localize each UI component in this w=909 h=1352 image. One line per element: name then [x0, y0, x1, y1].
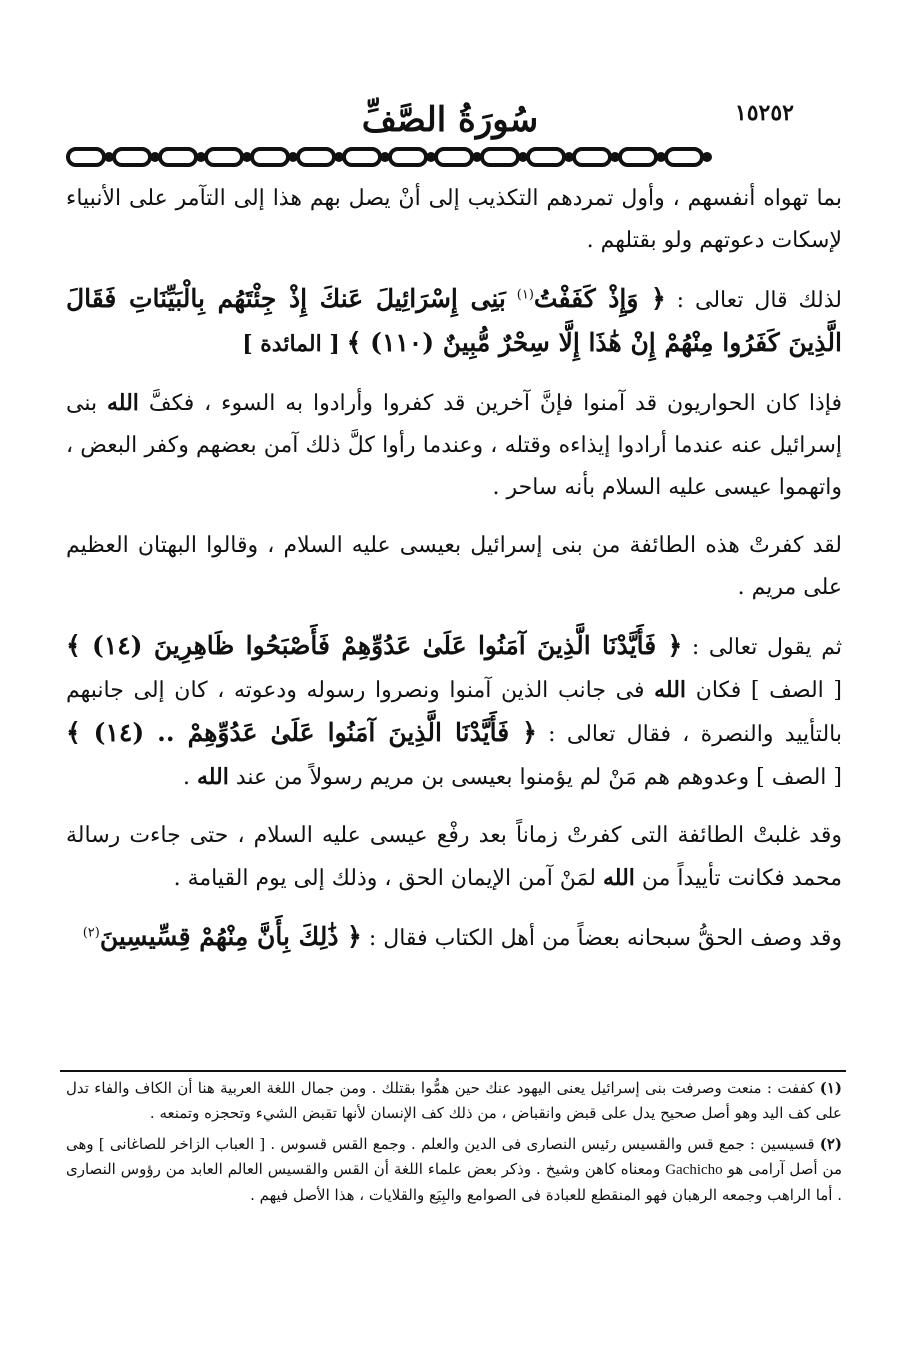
paragraph-text: وقد وصف الحقُّ سبحانه بعضاً من أهل الكتاب فقال :: [368, 926, 842, 951]
chain-dot: [704, 154, 710, 160]
surah-title: سُورَةُ الصَّفِّ: [361, 100, 539, 140]
chain-dot: [290, 154, 296, 160]
page-number: ١٥٢٥٢: [729, 100, 800, 126]
chain-link: [620, 149, 656, 165]
chain-dot: [198, 154, 204, 160]
paragraph-4: [66, 525, 842, 609]
quran-verse: ﴿ فَأَيَّدْنَا الَّذِينَ آمَنُوا عَلَىٰ عَدُوِّهِمْ فَأَصْبَحُوا ظَاهِرِينَ (١٤) ﴾: [66, 631, 683, 660]
divine-name: الله: [654, 677, 687, 703]
paragraph-6: [66, 815, 842, 900]
paragraph-2: [66, 278, 842, 366]
chain-dot: [428, 154, 434, 160]
chain-link: [68, 149, 104, 165]
chain-link: [482, 149, 518, 165]
chain-dot: [106, 154, 112, 160]
chain-dot: [244, 154, 250, 160]
paragraph-7: [66, 916, 842, 960]
footnote-text-continued: ومعناه كاهن وشيخ . وذكر بعض علماء اللغة أن القس والقسيس العالم العابد من رؤوس النصارى . أما الراهب وجمعه الرهبان فهو المنقطع للعبادة فى الصوامع والبِيَع والقلايات ، هذا الأصل فيهم .: [66, 1160, 842, 1204]
divine-name: الله: [196, 764, 229, 790]
chain-link: [390, 149, 426, 165]
paragraph-text: فكان: [695, 678, 742, 703]
footnote-number: (١): [819, 1079, 842, 1097]
intro-text: لذلك قال تعالى :: [676, 288, 843, 313]
full-stop: .: [182, 765, 190, 790]
chain-link: [436, 149, 472, 165]
footnotes: [66, 1076, 842, 1214]
chain-link: [574, 149, 610, 165]
chain-dot: [658, 154, 664, 160]
paragraph-text-continued: لمَنْ آمن الإيمان الحق ، وذلك إلى يوم القيامة .: [173, 866, 596, 891]
footnote-marker: (٢): [82, 925, 100, 941]
intro-text: ثم يقول تعالى :: [691, 635, 842, 660]
quran-verse-second: ﴿ فَأَيَّدْنَا الَّذِينَ آمَنُوا عَلَىٰ عَدُوِّهِمْ .. (١٤) ﴾: [66, 718, 537, 747]
chain-dot: [382, 154, 388, 160]
chain-dot: [152, 154, 158, 160]
paragraph-text: فإذا كان الحواريون قد آمنوا فإنَّ آخرين قد كفروا وأرادوا به السوء ، فكفَّ: [148, 391, 843, 416]
divine-name: الله: [602, 865, 635, 891]
chain-dot: [474, 154, 480, 160]
chain-link: [160, 149, 196, 165]
footnote-2: [66, 1132, 842, 1208]
verse-reference: [ الصف ]: [750, 678, 842, 703]
footnote-marker: (١): [516, 287, 534, 303]
chain-dot: [612, 154, 618, 160]
verse-reference: [ المائدة ]: [242, 331, 340, 357]
paragraph-text: وقد غلبتْ الطائفة التى كفرتْ زماناً بعد رفْع عيسى عليه السلام ، حتى جاءت رسالة محمد فكانت تأييداً من: [66, 823, 842, 891]
paragraph-1: [66, 178, 842, 262]
chain-link: [206, 149, 242, 165]
paragraph-text: لقد كفرتْ هذه الطائفة من بنى إسرائيل بعيسى عليه السلام ، وقالوا البهتان العظيم على مريم .: [66, 533, 842, 600]
latin-term: Gachicho: [665, 1162, 723, 1178]
paragraph-3: [66, 382, 842, 509]
footnote-text: كففت : منعت وصرفت بنى إسرائيل يعنى اليهود عنك حين همُّوا بقتلك . ومن جمال اللغة العربية هنا أن الكاف والفاء تدل على كف اليد وهو أصل صحيح يدل على قبض وانقباض ، من ذلك كف الإنسان لأنها تقبض الشيء وتحجزه وتمنعه .: [66, 1079, 842, 1122]
quran-verse-continued: بَنِى إِسْرَائِيلَ عَنكَ إِذْ جِئْتَهُم بِالْبَيِّنَاتِ فَقَالَ الَّذِينَ كَفَرُوا مِنْهُمْ إِنْ هَٰذَا إِلَّا سِحْرٌ مُّبِينٌ (١١٠) ﴾: [66, 284, 842, 357]
footnote-number: (٢): [819, 1135, 842, 1153]
paragraph-5: [66, 625, 842, 799]
chain-link: [114, 149, 150, 165]
footnote-1: [66, 1076, 842, 1126]
quran-verse: ﴿ وَإِذْ كَفَفْتُ: [533, 284, 666, 313]
paragraph-text-continued: فى جانب الذين آمنوا ونصروا رسوله ودعوته ، كان إلى جانبهم بالتأييد والنصرة ، فقال تعالى :: [66, 678, 842, 747]
main-text: [66, 178, 842, 976]
chain-dot: [566, 154, 572, 160]
chain-link: [344, 149, 380, 165]
chain-dot: [520, 154, 526, 160]
chain-link: [666, 149, 702, 165]
page-header: [60, 100, 840, 170]
chain-dot: [336, 154, 342, 160]
ornamental-border: [60, 144, 840, 170]
paragraph-text-end: وعدوهم هم مَنْ لم يؤمنوا بعيسى بن مريم رسولاً من عند: [235, 765, 750, 790]
paragraph-text: بما تهواه أنفسهم ، وأول تمردهم التكذيب إلى أنْ يصل بهم هذا إلى التآمر على الأنبياء لإسكات دعوتهم ولو بقتلهم .: [66, 186, 842, 253]
footnote-text: قسيسين : جمع قس والقسيس رئيس النصارى فى الدين والعلم . وجمع القس قسوس . [ العباب الزاخر للصاغانى ] وهى من أصل آرامى هو: [66, 1135, 843, 1178]
verse-reference-second: [ الصف ]: [756, 765, 842, 790]
divine-name: الله: [107, 390, 139, 416]
paragraph-text-continued: بنى إسرائيل عنه عندما أرادوا إيذاءه وقتله ، وعندما رأوا كلَّ ذلك آمن بعضهم وكفر البعض ، واتهموا عيسى عليه السلام بأنه ساحر .: [66, 391, 842, 500]
footnote-divider: [60, 1070, 846, 1072]
quran-verse: ﴿ ذَٰلِكَ بِأَنَّ مِنْهُمْ قِسِّيسِينَ: [99, 922, 362, 951]
chain-link: [298, 149, 334, 165]
chain-link: [252, 149, 288, 165]
chain-link: [528, 149, 564, 165]
